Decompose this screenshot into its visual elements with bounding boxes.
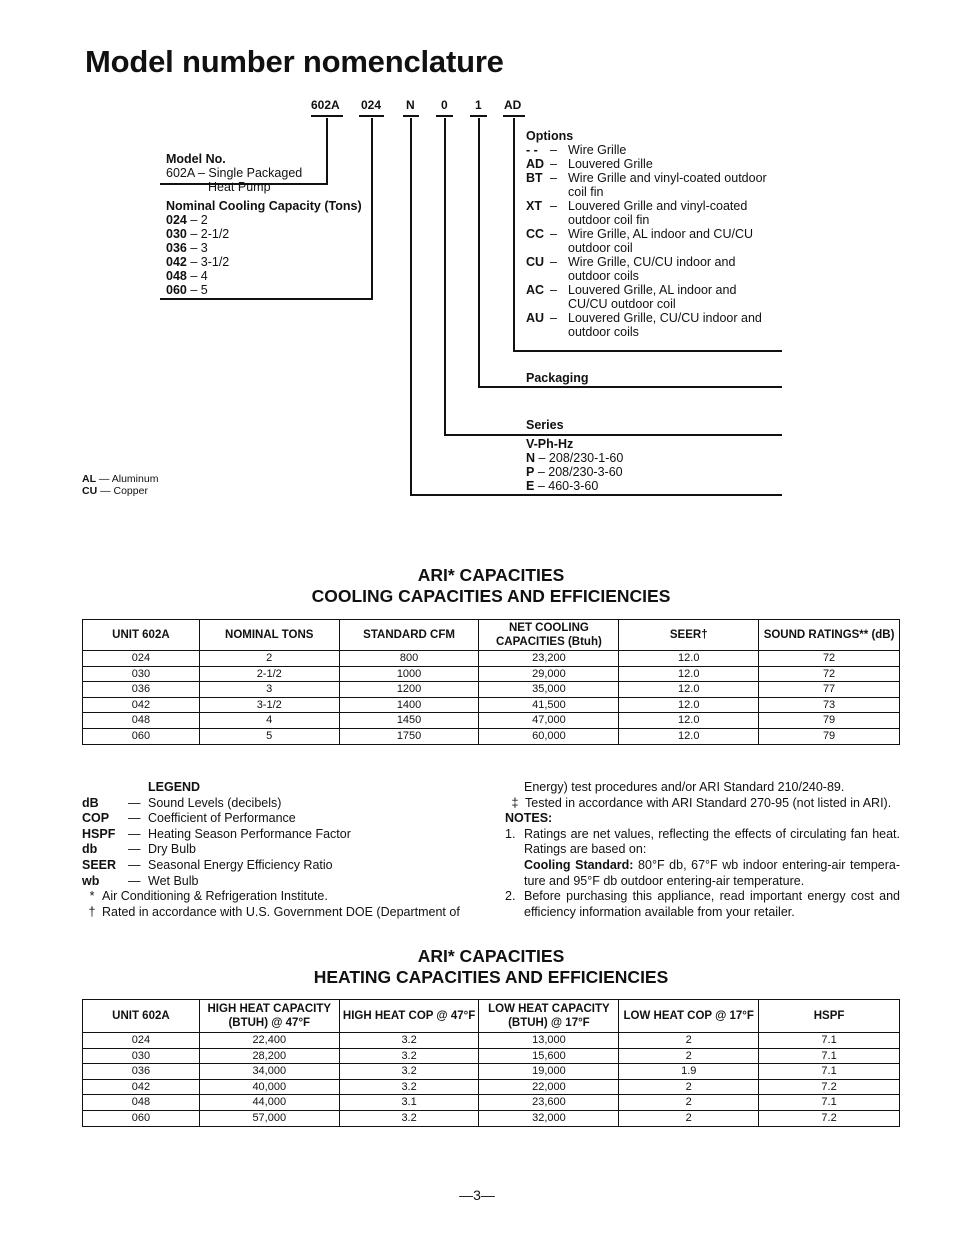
material-value: — Copper: [97, 485, 148, 497]
option-dash: –: [550, 157, 557, 171]
capacity-code: 036: [166, 241, 187, 255]
table-cell: 60,000: [479, 728, 619, 744]
table-cell: 030: [83, 666, 200, 682]
legend-item: [82, 827, 482, 843]
capacity-value: – 3: [186, 241, 208, 255]
legend-dash: —: [128, 842, 141, 857]
legend-abbr: SEER: [82, 857, 117, 872]
legend-abbr: HSPF: [82, 826, 116, 841]
table-row: [83, 728, 900, 744]
capacity-value: – 2: [186, 213, 208, 227]
table-cell: 036: [83, 1064, 200, 1080]
option-code: CC: [526, 227, 545, 241]
cooling-column-header: NOMINAL TONS: [199, 620, 339, 651]
materials-block: [82, 473, 158, 497]
legend-text: Sound Levels (decibels): [148, 795, 282, 810]
heating-title: [82, 946, 900, 988]
option-dash: –: [550, 283, 557, 297]
table-cell: 22,000: [479, 1079, 619, 1095]
table-cell: 060: [83, 728, 200, 744]
table-row: [83, 1110, 900, 1126]
vph-code: N: [526, 451, 536, 465]
table-cell: 2: [619, 1110, 759, 1126]
model-line: 602A – Single Packaged: [166, 166, 303, 180]
legend-dash: —: [128, 826, 141, 841]
heating-column-header: LOW HEAT CAPACITY (BTUH) @ 17°F: [479, 1000, 619, 1033]
table-cell: 44,000: [199, 1095, 339, 1111]
ddagger-symbol: ‡: [511, 795, 519, 810]
table-cell: 2: [619, 1079, 759, 1095]
cooling-column-header: SOUND RATINGS** (dB): [759, 620, 900, 651]
cooling-title-line2: COOLING CAPACITIES AND EFFICIENCIES: [311, 586, 671, 606]
capacity-code: 060: [166, 283, 187, 297]
connector-options: [513, 350, 782, 352]
table-cell: 3-1/2: [199, 697, 339, 713]
page-title: Model number nomenclature: [85, 44, 504, 79]
heating-column-header: HSPF: [759, 1000, 900, 1033]
table-cell: 12.0: [619, 697, 759, 713]
legend-item: [82, 874, 482, 890]
table-cell: 12.0: [619, 713, 759, 729]
note-1-number: 1.: [505, 826, 516, 841]
legend-item: [82, 811, 482, 827]
connector-capacity: [371, 118, 373, 300]
legend-abbr: db: [82, 842, 98, 857]
option-code: AC: [526, 283, 545, 297]
table-row: [83, 713, 900, 729]
table-cell: 35,000: [479, 682, 619, 698]
legend-dash: —: [128, 873, 141, 888]
material-code: CU: [82, 485, 98, 497]
vph-value: – 208/230-3-60: [534, 465, 623, 479]
capacity-block: [166, 199, 362, 297]
capacity-item: [166, 269, 362, 283]
vph-heading: V-Ph-Hz: [526, 437, 574, 451]
option-dash: –: [550, 227, 557, 241]
table-row: [83, 1079, 900, 1095]
table-cell: 7.1: [759, 1064, 900, 1080]
table-row: [83, 1064, 900, 1080]
option-desc: Wire Grille and vinyl-coated outdoor coil fin: [568, 171, 767, 199]
table-cell: 12.0: [619, 666, 759, 682]
table-cell: 32,000: [479, 1110, 619, 1126]
legend-abbr: dB: [82, 795, 99, 810]
table-cell: 2: [619, 1095, 759, 1111]
cooling-column-header: SEER†: [619, 620, 759, 651]
table-cell: 57,000: [199, 1110, 339, 1126]
capacity-item: [166, 213, 362, 227]
capacity-code: 030: [166, 227, 187, 241]
table-cell: 2: [199, 651, 339, 667]
option-code: AU: [526, 311, 545, 325]
heating-title-line1: ARI* CAPACITIES: [417, 946, 565, 966]
table-cell: 042: [83, 697, 200, 713]
model-heading: Model No.: [166, 152, 226, 166]
capacity-code: 048: [166, 269, 187, 283]
table-cell: 036: [83, 682, 200, 698]
table-cell: 024: [83, 1033, 200, 1049]
heating-column-header: HIGH HEAT COP @ 47°F: [339, 1000, 479, 1033]
option-code: AD: [526, 157, 545, 171]
material-code: AL: [82, 473, 96, 485]
table-cell: 2: [619, 1048, 759, 1064]
cooling-title-line1: ARI* CAPACITIES: [417, 565, 565, 585]
cooling-standard-label: Cooling Standard:: [524, 857, 634, 872]
heating-column-header: HIGH HEAT CAPACITY (BTUH) @ 47°F: [199, 1000, 339, 1033]
connector-series: [444, 118, 446, 436]
series-label: Series: [526, 418, 564, 432]
cooling-column-header: STANDARD CFM: [339, 620, 479, 651]
notes-heading: NOTES:: [505, 811, 553, 826]
cooling-column-header: NET COOLING CAPACITIES (Btuh): [479, 620, 619, 651]
table-row: [83, 651, 900, 667]
connector-packaging: [478, 118, 480, 388]
note-2: [505, 889, 900, 920]
option-desc: Wire Grille, CU/CU indoor and outdoor coils: [568, 255, 736, 283]
capacity-code: 024: [166, 213, 187, 227]
capacity-heading: Nominal Cooling Capacity (Tons): [166, 199, 362, 213]
table-cell: 72: [759, 651, 900, 667]
footnote-symbol: †: [88, 904, 96, 919]
capacity-item: [166, 283, 362, 297]
option-item: [526, 283, 778, 311]
vph-value: – 460-3-60: [534, 479, 599, 493]
option-desc: Louvered Grille, AL indoor and CU/CU outdoor coil: [568, 283, 737, 311]
table-cell: 048: [83, 713, 200, 729]
table-cell: 79: [759, 713, 900, 729]
code-series: 0: [441, 98, 448, 112]
table-cell: 72: [759, 666, 900, 682]
option-desc: Wire Grille, AL indoor and CU/CU outdoor coil: [568, 227, 754, 255]
legend: [82, 780, 482, 920]
table-cell: 47,000: [479, 713, 619, 729]
legend-dash: —: [128, 811, 141, 826]
table-cell: 12.0: [619, 651, 759, 667]
ddagger-text: Tested in accordance with ARI Standard 270-95 (not listed in ARI).: [525, 795, 892, 810]
material-item: [82, 473, 158, 485]
table-cell: 1450: [339, 713, 479, 729]
code-vph: N: [406, 98, 415, 112]
legend-text: Dry Bulb: [148, 842, 196, 857]
table-cell: 3.2: [339, 1064, 479, 1080]
option-code: XT: [526, 199, 542, 213]
cooling-column-header: UNIT 602A: [83, 620, 200, 651]
heating-column-header: LOW HEAT COP @ 17°F: [619, 1000, 759, 1033]
table-cell: 024: [83, 651, 200, 667]
table-cell: 030: [83, 1048, 200, 1064]
legend-item: [82, 796, 482, 812]
table-cell: 2: [619, 1033, 759, 1049]
code-options: AD: [504, 98, 522, 112]
table-cell: 3.2: [339, 1033, 479, 1049]
option-desc: Louvered Grille, CU/CU indoor and outdoor coils: [568, 311, 762, 339]
code-model: 602A: [311, 98, 340, 112]
table-cell: 4: [199, 713, 339, 729]
table-cell: 3.2: [339, 1079, 479, 1095]
notes: [505, 780, 900, 920]
model-block: [166, 152, 302, 194]
capacity-value: – 5: [186, 283, 208, 297]
table-cell: 1400: [339, 697, 479, 713]
table-cell: 7.2: [759, 1079, 900, 1095]
option-item: [526, 143, 778, 157]
footnote-text: Rated in accordance with U.S. Government DOE (Department of: [102, 904, 460, 919]
note-2-number: 2.: [505, 889, 516, 904]
code-capacity: 024: [361, 98, 382, 112]
heating-title-line2: HEATING CAPACITIES AND EFFICIENCIES: [313, 967, 669, 987]
option-item: [526, 199, 778, 227]
table-row: [83, 1048, 900, 1064]
note-1: [505, 827, 900, 858]
option-code: BT: [526, 171, 543, 185]
table-cell: 28,200: [199, 1048, 339, 1064]
legend-text: Heating Season Performance Factor: [148, 826, 351, 841]
table-cell: 3.2: [339, 1110, 479, 1126]
options-block: [526, 129, 778, 339]
legend-item: [82, 858, 482, 874]
table-cell: 3.1: [339, 1095, 479, 1111]
vph-code: E: [526, 479, 535, 493]
table-cell: 7.1: [759, 1033, 900, 1049]
option-desc: Louvered Grille: [568, 157, 653, 171]
code-underline: [403, 115, 419, 117]
table-cell: 23,600: [479, 1095, 619, 1111]
table-cell: 5: [199, 728, 339, 744]
legend-item: [82, 842, 482, 858]
table-cell: 7.1: [759, 1095, 900, 1111]
option-item: [526, 157, 778, 171]
table-cell: 23,200: [479, 651, 619, 667]
capacity-code: 042: [166, 255, 187, 269]
connector-capacity: [160, 298, 373, 300]
legend-text: Wet Bulb: [148, 873, 199, 888]
option-dash: –: [550, 143, 557, 157]
cooling-standard-text: 80°F db, 67°F wb indoor entering-air tempera- ture and 95°F db outdoor entering-air temperature.: [524, 857, 901, 888]
capacity-item: [166, 241, 362, 255]
vph-item: [526, 465, 623, 479]
vph-item: [526, 479, 623, 493]
table-cell: 29,000: [479, 666, 619, 682]
footnote-symbol: *: [89, 889, 95, 904]
table-cell: 13,000: [479, 1033, 619, 1049]
connector-model: [326, 118, 328, 184]
option-item: [526, 311, 778, 339]
options-heading: Options: [526, 129, 574, 143]
note-2-text: Before purchasing this appliance, read important energy cost and efficiency information available from your retailer.: [524, 889, 900, 919]
vph-block: [526, 437, 623, 493]
model-line: Heat Pump: [208, 180, 271, 194]
table-cell: 12.0: [619, 682, 759, 698]
footnote: [82, 905, 482, 921]
option-item: [526, 171, 778, 199]
table-cell: 2-1/2: [199, 666, 339, 682]
option-item: [526, 255, 778, 283]
table-cell: 15,600: [479, 1048, 619, 1064]
capacity-value: – 4: [186, 269, 208, 283]
material-value: — Aluminum: [96, 473, 159, 485]
option-dash: –: [550, 311, 557, 325]
connector-vph: [410, 494, 782, 496]
code-underline: [311, 115, 343, 117]
code-underline: [503, 115, 525, 117]
connector-series: [444, 434, 782, 436]
code-underline: [359, 115, 384, 117]
table-cell: 1000: [339, 666, 479, 682]
vph-value: – 208/230-1-60: [535, 451, 624, 465]
option-code: CU: [526, 255, 545, 269]
legend-abbr: COP: [82, 811, 110, 826]
cooling-table: [82, 619, 900, 745]
connector-packaging: [478, 386, 782, 388]
table-row: [83, 1033, 900, 1049]
heating-column-header: UNIT 602A: [83, 1000, 200, 1033]
option-dash: –: [550, 255, 557, 269]
table-row: [83, 1095, 900, 1111]
footnote-text: Air Conditioning & Refrigeration Institute.: [102, 889, 328, 904]
note-1-text: Ratings are net values, reflecting the effects of circulating fan heat. Ratings are based on:: [524, 826, 900, 857]
option-item: [526, 227, 778, 255]
vph-code: P: [526, 465, 535, 479]
table-cell: 19,000: [479, 1064, 619, 1080]
option-dash: –: [550, 199, 557, 213]
table-cell: 41,500: [479, 697, 619, 713]
option-dash: –: [550, 171, 557, 185]
table-cell: 042: [83, 1079, 200, 1095]
option-desc: Wire Grille: [568, 143, 627, 157]
page-number: —3—: [459, 1187, 495, 1203]
code-underline: [470, 115, 487, 117]
legend-text: Coefficient of Performance: [148, 811, 296, 826]
table-row: [83, 697, 900, 713]
cooling-title: [82, 565, 900, 607]
table-cell: 1750: [339, 728, 479, 744]
connector-options: [513, 118, 515, 352]
table-cell: 048: [83, 1095, 200, 1111]
cooling-standard: [505, 858, 900, 889]
table-cell: 73: [759, 697, 900, 713]
packaging-label: Packaging: [526, 371, 589, 385]
capacity-item: [166, 227, 362, 241]
table-cell: 800: [339, 651, 479, 667]
code-underline: [436, 115, 453, 117]
connector-vph: [410, 118, 412, 496]
table-cell: 3: [199, 682, 339, 698]
legend-heading: LEGEND: [148, 780, 201, 794]
table-cell: 12.0: [619, 728, 759, 744]
table-cell: 1200: [339, 682, 479, 698]
capacity-item: [166, 255, 362, 269]
material-item: [82, 485, 158, 497]
table-cell: 1.9: [619, 1064, 759, 1080]
option-desc: Louvered Grille and vinyl-coated outdoor coil fin: [568, 199, 748, 227]
table-cell: 34,000: [199, 1064, 339, 1080]
capacity-value: – 2-1/2: [186, 227, 230, 241]
note-ddagger: [505, 796, 900, 812]
legend-dash: —: [128, 857, 141, 872]
note-continuation: Energy) test procedures and/or ARI Standard 210/240-89.: [524, 780, 845, 794]
table-cell: 77: [759, 682, 900, 698]
table-cell: 7.1: [759, 1048, 900, 1064]
legend-text: Seasonal Energy Efficiency Ratio: [148, 857, 333, 872]
table-cell: 060: [83, 1110, 200, 1126]
vph-item: [526, 451, 623, 465]
heating-table: [82, 999, 900, 1127]
legend-abbr: wb: [82, 873, 100, 888]
table-cell: 22,400: [199, 1033, 339, 1049]
legend-dash: —: [128, 795, 141, 810]
table-row: [83, 682, 900, 698]
footnote: [82, 889, 482, 905]
table-cell: 3.2: [339, 1048, 479, 1064]
table-cell: 79: [759, 728, 900, 744]
table-cell: 40,000: [199, 1079, 339, 1095]
table-cell: 7.2: [759, 1110, 900, 1126]
table-row: [83, 666, 900, 682]
capacity-value: – 3-1/2: [186, 255, 230, 269]
option-code: - -: [526, 143, 538, 157]
code-packaging: 1: [475, 98, 482, 112]
